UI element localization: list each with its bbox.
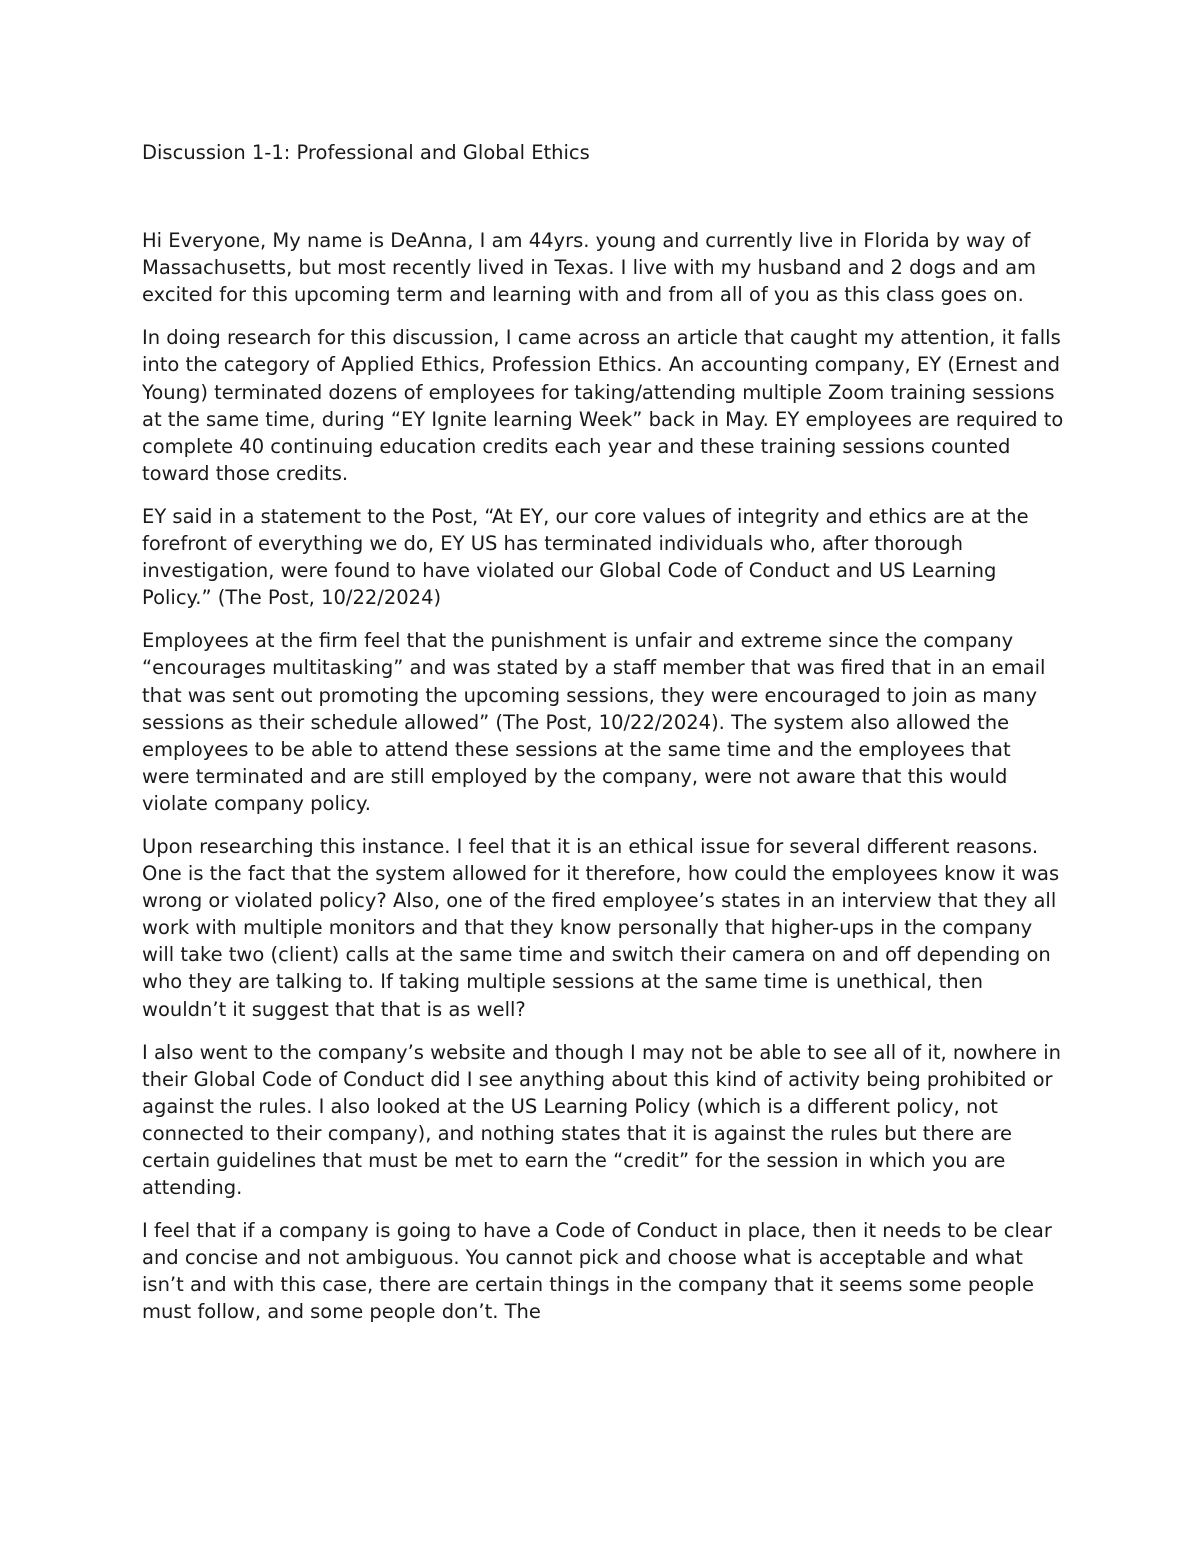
paragraph-ey-statement: EY said in a statement to the Post, “At EY, our core values of integrity and ethics are at the forefront of everything we do, EY US has terminated individuals who, after thorough investigation, were found to have violated our Global Code of Conduct and US Learning Policy.” (The Post, 10/22/2024) xyxy=(142,504,1029,610)
paragraph-conclusion: I feel that if a company is going to have a Code of Conduct in place, then it needs to be clear and concise and not ambiguous. You cannot pick and choose what is acceptable and what isn’t and with this case, there are certain things in the company that it seems some people must follow, and some people don’t. The xyxy=(142,1219,1052,1324)
paragraph-article-summary: In doing research for this discussion, I came across an article that caught my attention, it falls into the category of Applied Ethics, Profession Ethics. An accounting company, EY (Ernest and Young) terminated dozens of employees for taking/attending multiple Zoom training sessions at the same time, during “EY Ignite learning Week” back in May. EY employees are required to complete 40 continuing education credits each year and these training sessions counted toward those credits. xyxy=(142,326,1064,485)
document-body xyxy=(142,139,1064,1326)
paragraph-introduction: Hi Everyone, My name is DeAnna, I am 44yrs. young and currently live in Florida by way of Massachusetts, but most recently lived in Texas. I live with my husband and 2 dogs and am excited for this upcoming term and learning with and from all of you as this class goes on. xyxy=(142,229,1037,307)
paragraph-ethical-analysis: Upon researching this instance. I feel that it is an ethical issue for several different reasons. One is the fact that the system allowed for it therefore, how could the employees know it was wrong or violated policy? Also, one of the fired employee’s states in an interview that they all work with multiple monitors and that they know personally that higher-ups in the company will take two (client) calls at the same time and switch their camera on and off depending on who they are talking to. If taking multiple sessions at the same time is unethical, then wouldn’t it suggest that that is as well? xyxy=(142,834,1060,1021)
paragraph-policy-research: I also went to the company’s website and though I may not be able to see all of it, nowhere in their Global Code of Conduct did I see anything about this kind of activity being prohibited or against the rules. I also looked at the US Learning Policy (which is a different policy, not connected to their company), and nothing states that it is against the rules but there are certain guidelines that must be met to earn the “credit” for the session in which you are attending. xyxy=(142,1040,1062,1200)
document-title: Discussion 1-1: Professional and Global Ethics xyxy=(142,141,590,164)
paragraph-employee-view: Employees at the firm feel that the punishment is unfair and extreme since the company “encourages multitasking” and was stated by a staff member that was fired that in an email that was sent out promoting the upcoming sessions, they were encouraged to join as many sessions as their schedule allowed” (The Post, 10/22/2024). The system also allowed the employees to be able to attend these sessions at the same time and the employees that were terminated and are still employed by the company, were not aware that this would violate company policy. xyxy=(142,629,1046,815)
